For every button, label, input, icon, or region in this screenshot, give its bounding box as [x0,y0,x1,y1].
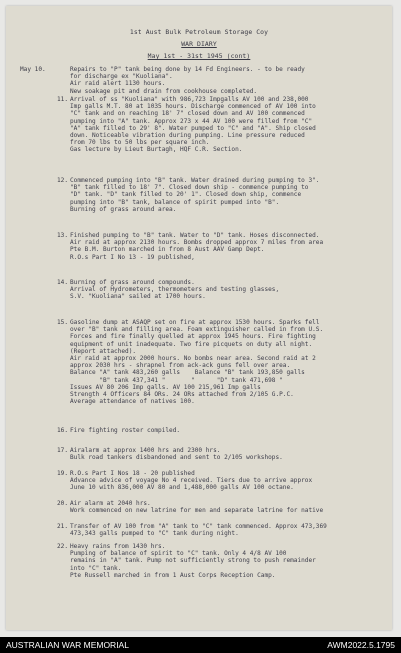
entry-line: Advance advice of voyage No 4 received. Tiers due to arrive approx [70,477,313,485]
entry-line: New soakage pit and drain from cookhouse completed. [70,87,258,95]
entry-line: pumping into "A" tank. Approx 273 x 44 AV 100 were filled from "C" [70,117,313,125]
entry-line: from 70 lbs to 50 lbs per square inch. [70,139,210,147]
entry-text [70,500,388,514]
entry-date: May 10. [20,66,46,73]
entry-line: "B" tank filled to 18' 7". Closed down ship - commence pumping to [70,184,309,192]
entry-text [70,66,388,95]
entry-line: Commenced pumping into "B" tank. Water drained during pumping to 3". [70,177,320,184]
entry-line: Pumping of balance of spirit to "C" tank. Only 4 4/8 AV 100 [70,550,287,558]
entry-line: Air raid at approx 2130 hours. Bombs dropped approx 7 miles from area [70,239,324,247]
entry-line: Burning of grass around compounds. [70,279,195,286]
entry-line: (Report attached). [70,347,137,355]
entry-line: June 10 with 836,000 AV 80 and 1,488,000 galls AV 100 octane. [70,484,294,492]
entry-text [70,447,388,461]
entry-line: Issues AV 80 206 Imp galls. AV 100 215,961 Imp galls [70,383,261,391]
entry-line: "A" tank filled to 29' 8". Water pumped to "C" and "A". Ship closed [70,124,316,132]
entry-line: Work commenced on new latrine for men and separate latrine for native [70,507,324,515]
entry-text [70,96,388,154]
institution-name: AUSTRALIAN WAR MEMORIAL [6,640,129,650]
entry-line: over "B" tank and filling area. Foam extinguisher called in from U.S. [70,326,324,334]
entry-line: Transfer of AV 100 from "A" tank to "C" tank commenced. Approx 473,369 [70,523,327,530]
entry-line: "C" tank and on reaching 18' 7" closed down and AV 100 commenced [70,110,305,118]
entry-line: S.V. "Kuoliana" sailed at 1700 hours. [70,293,206,301]
entry-day-number: 15. [56,319,68,326]
entry-line: Arrival of Hydrometers, thermometers and testing glasses, [70,286,280,294]
entry-line: R.O.s Part I No 13 - 19 published, [70,253,195,261]
record-id: AWM2022.5.1795 [327,640,395,650]
entry-line: remains in "A" tank. Pump not sufficiently strong to push remainder [70,557,316,565]
entry-text [70,279,388,301]
entry-text [70,177,388,213]
entry-line: Average attendance of natives 100. [70,398,195,406]
entry-line: Heavy rains from 1430 hrs. [70,543,166,550]
entry-text [70,427,388,434]
entry-line: Forces and fire finally quelled at approx 1945 hours. Fire fighting [70,333,316,341]
entry-line: Air raid alert 1130 hours. [70,80,166,88]
entry-line: Repairs to "P" tank being done by 14 Fd Engineers. - to be ready [70,66,305,73]
entry-line: approx 2030 hrs - shrapnel from ack-ack guns fell over area. [70,362,291,370]
entry-line: Gas lecture by Lieut Burtagh, HQF C.R. Section. [70,146,243,154]
entry-line: equipment of unit inadequate. Two fire picquets on duty all night. [70,340,313,348]
entry-day-number: 12. [56,177,68,184]
entry-text [70,232,388,261]
footer-bar [0,637,401,653]
entry-line: Air raid at approx 2000 hours. No bombs near area. Second raid at 2 [70,355,316,363]
entry-text [70,543,388,579]
entry-line: Air alarm at 2040 hrs. [70,500,151,507]
entry-line: Finished pumping to "B" tank. Water to "D" tank. Hoses disconnected. [70,232,320,239]
entry-line: Gasoline dump at ASAQP set on fire at approx 1530 hours. Sparks fell [70,319,320,326]
entry-line: Airalarm at approx 1400 hrs and 2300 hrs. [70,447,221,454]
entry-day-number: 19. [56,470,68,477]
entry-day-number: 16. [56,427,68,434]
entry-text [70,470,388,492]
entry-day-number: 21. [56,523,68,530]
entry-line: Burning of grass around area. [70,205,177,213]
entry-text [70,319,388,405]
entry-line: down. Noticeable vibration during pumping. Line pressure reduced [70,132,305,140]
diary-page [6,6,392,630]
entry-day-number: 22. [56,543,68,550]
entry-line: Imp galls M.T. 80 at 1035 hours. Discharge commenced of AV 100 into [70,103,316,111]
entry-line: Pte B.M. Burton marched in from 8 Aust AAV Gamp Dept. [70,246,265,254]
entry-line: 473,343 galls pumped to "C" tank during night. [70,530,239,538]
entry-line: Bulk road tankers disbandoned and sent to 2/105 workshops. [70,454,283,462]
entry-day-number: 13. [56,232,68,239]
unit-name: 1st Aust Bulk Petroleum Storage Coy [129,28,269,36]
entry-line: Arrival of ss "Kuoliana" with 986,723 Impgalls AV 100 and 238,000 [70,96,309,103]
entry-text [70,523,388,537]
entry-day-number: 11. [56,96,68,103]
page-title: WAR DIARY [181,40,217,48]
entry-line: Balance "A" tank 483,260 galls Balance "B" tank 193,850 galls [70,369,305,377]
entry-line: into "C" tank. [70,564,122,572]
entry-line: Fire fighting roster compiled. [70,427,181,434]
entry-line: Pte Russell marched in from 1 Aust Corps Reception Camp. [70,571,276,579]
entry-line: "D" tank. "D" tank filled to 20' 1". Closed down ship, commence [70,191,302,199]
entry-line: pumping into "B" tank, balance of spirit pumped into "B". [70,198,280,206]
diary-period: May 1st - 31st 1945 (cont) [147,52,251,60]
entry-line: Strength 4 Officers 84 ORs. 24 ORs attached from 2/105 G.P.C. [70,391,294,399]
entry-line: "B" tank 437,341 " " "D" tank 471,698 " [70,376,283,384]
entry-day-number: 20. [56,500,68,507]
entry-line: for discharge ex "Kuoliana". [70,73,173,81]
entry-day-number: 17. [56,447,68,454]
entry-line: R.O.s Part I Nos 18 - 20 published [70,470,195,477]
entry-day-number: 14. [56,279,68,286]
